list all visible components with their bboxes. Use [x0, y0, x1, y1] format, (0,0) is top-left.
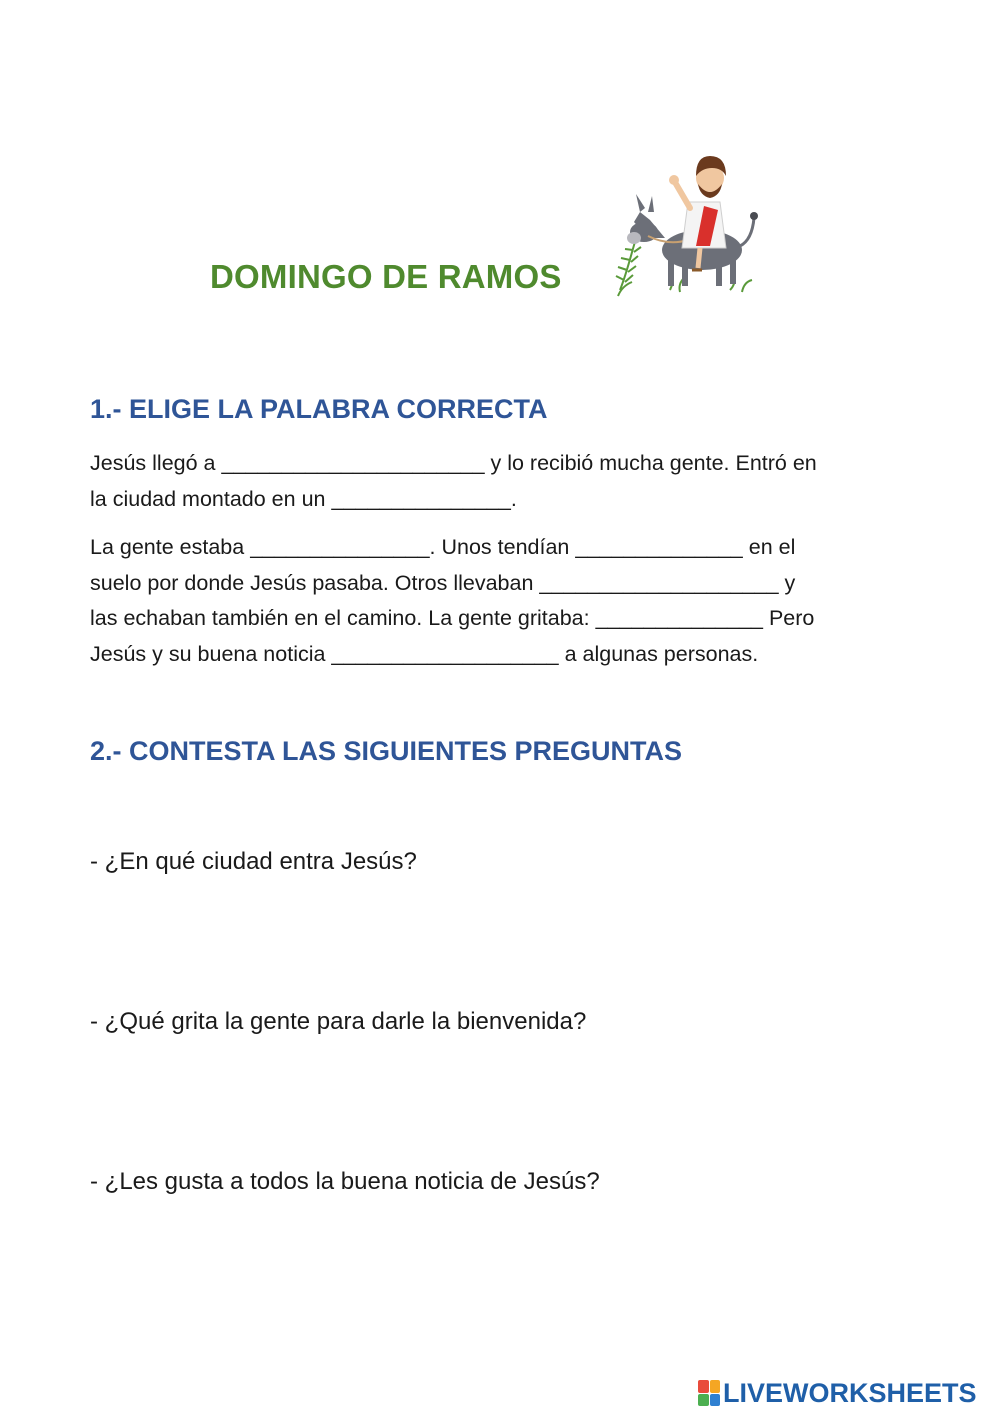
question-2: - ¿Qué grita la gente para darle la bienvenida?	[90, 1008, 587, 1035]
fill-in-paragraph-2	[90, 530, 920, 672]
section1-heading: 1.- ELIGE LA PALABRA CORRECTA	[90, 394, 548, 424]
liveworksheets-logo	[698, 1376, 977, 1410]
brand-name: LIVEWORKSHEETS	[723, 1377, 977, 1408]
paragraph-line: La gente estaba _______________. Unos tendían ______________ en el	[90, 535, 796, 559]
paragraph-line: Jesús y su buena noticia ___________________ a algunas personas.	[90, 641, 759, 666]
paragraph-line: la ciudad montado en un _______________.	[90, 486, 517, 511]
paragraph-line: las echaban también en el camino. La gente gritaba: ______________ Pero	[90, 606, 815, 630]
paragraph-line: Jesús llegó a ______________________ y lo recibió mucha gente. Entró en	[90, 451, 817, 475]
question-1: - ¿En qué ciudad entra Jesús?	[90, 848, 417, 875]
question-3: - ¿Les gusta a todos la buena noticia de Jesús?	[90, 1168, 600, 1195]
fill-in-paragraph-1	[90, 446, 920, 517]
paragraph-line: suelo por donde Jesús pasaba. Otros llevaban ____________________ y	[90, 570, 796, 595]
section2-heading: 2.- CONTESTA LAS SIGUIENTES PREGUNTAS	[90, 736, 683, 766]
jesus-on-donkey-illustration	[610, 150, 765, 300]
liveworksheets-badge-icon	[698, 1380, 720, 1406]
page-title: DOMINGO DE RAMOS	[210, 258, 562, 295]
